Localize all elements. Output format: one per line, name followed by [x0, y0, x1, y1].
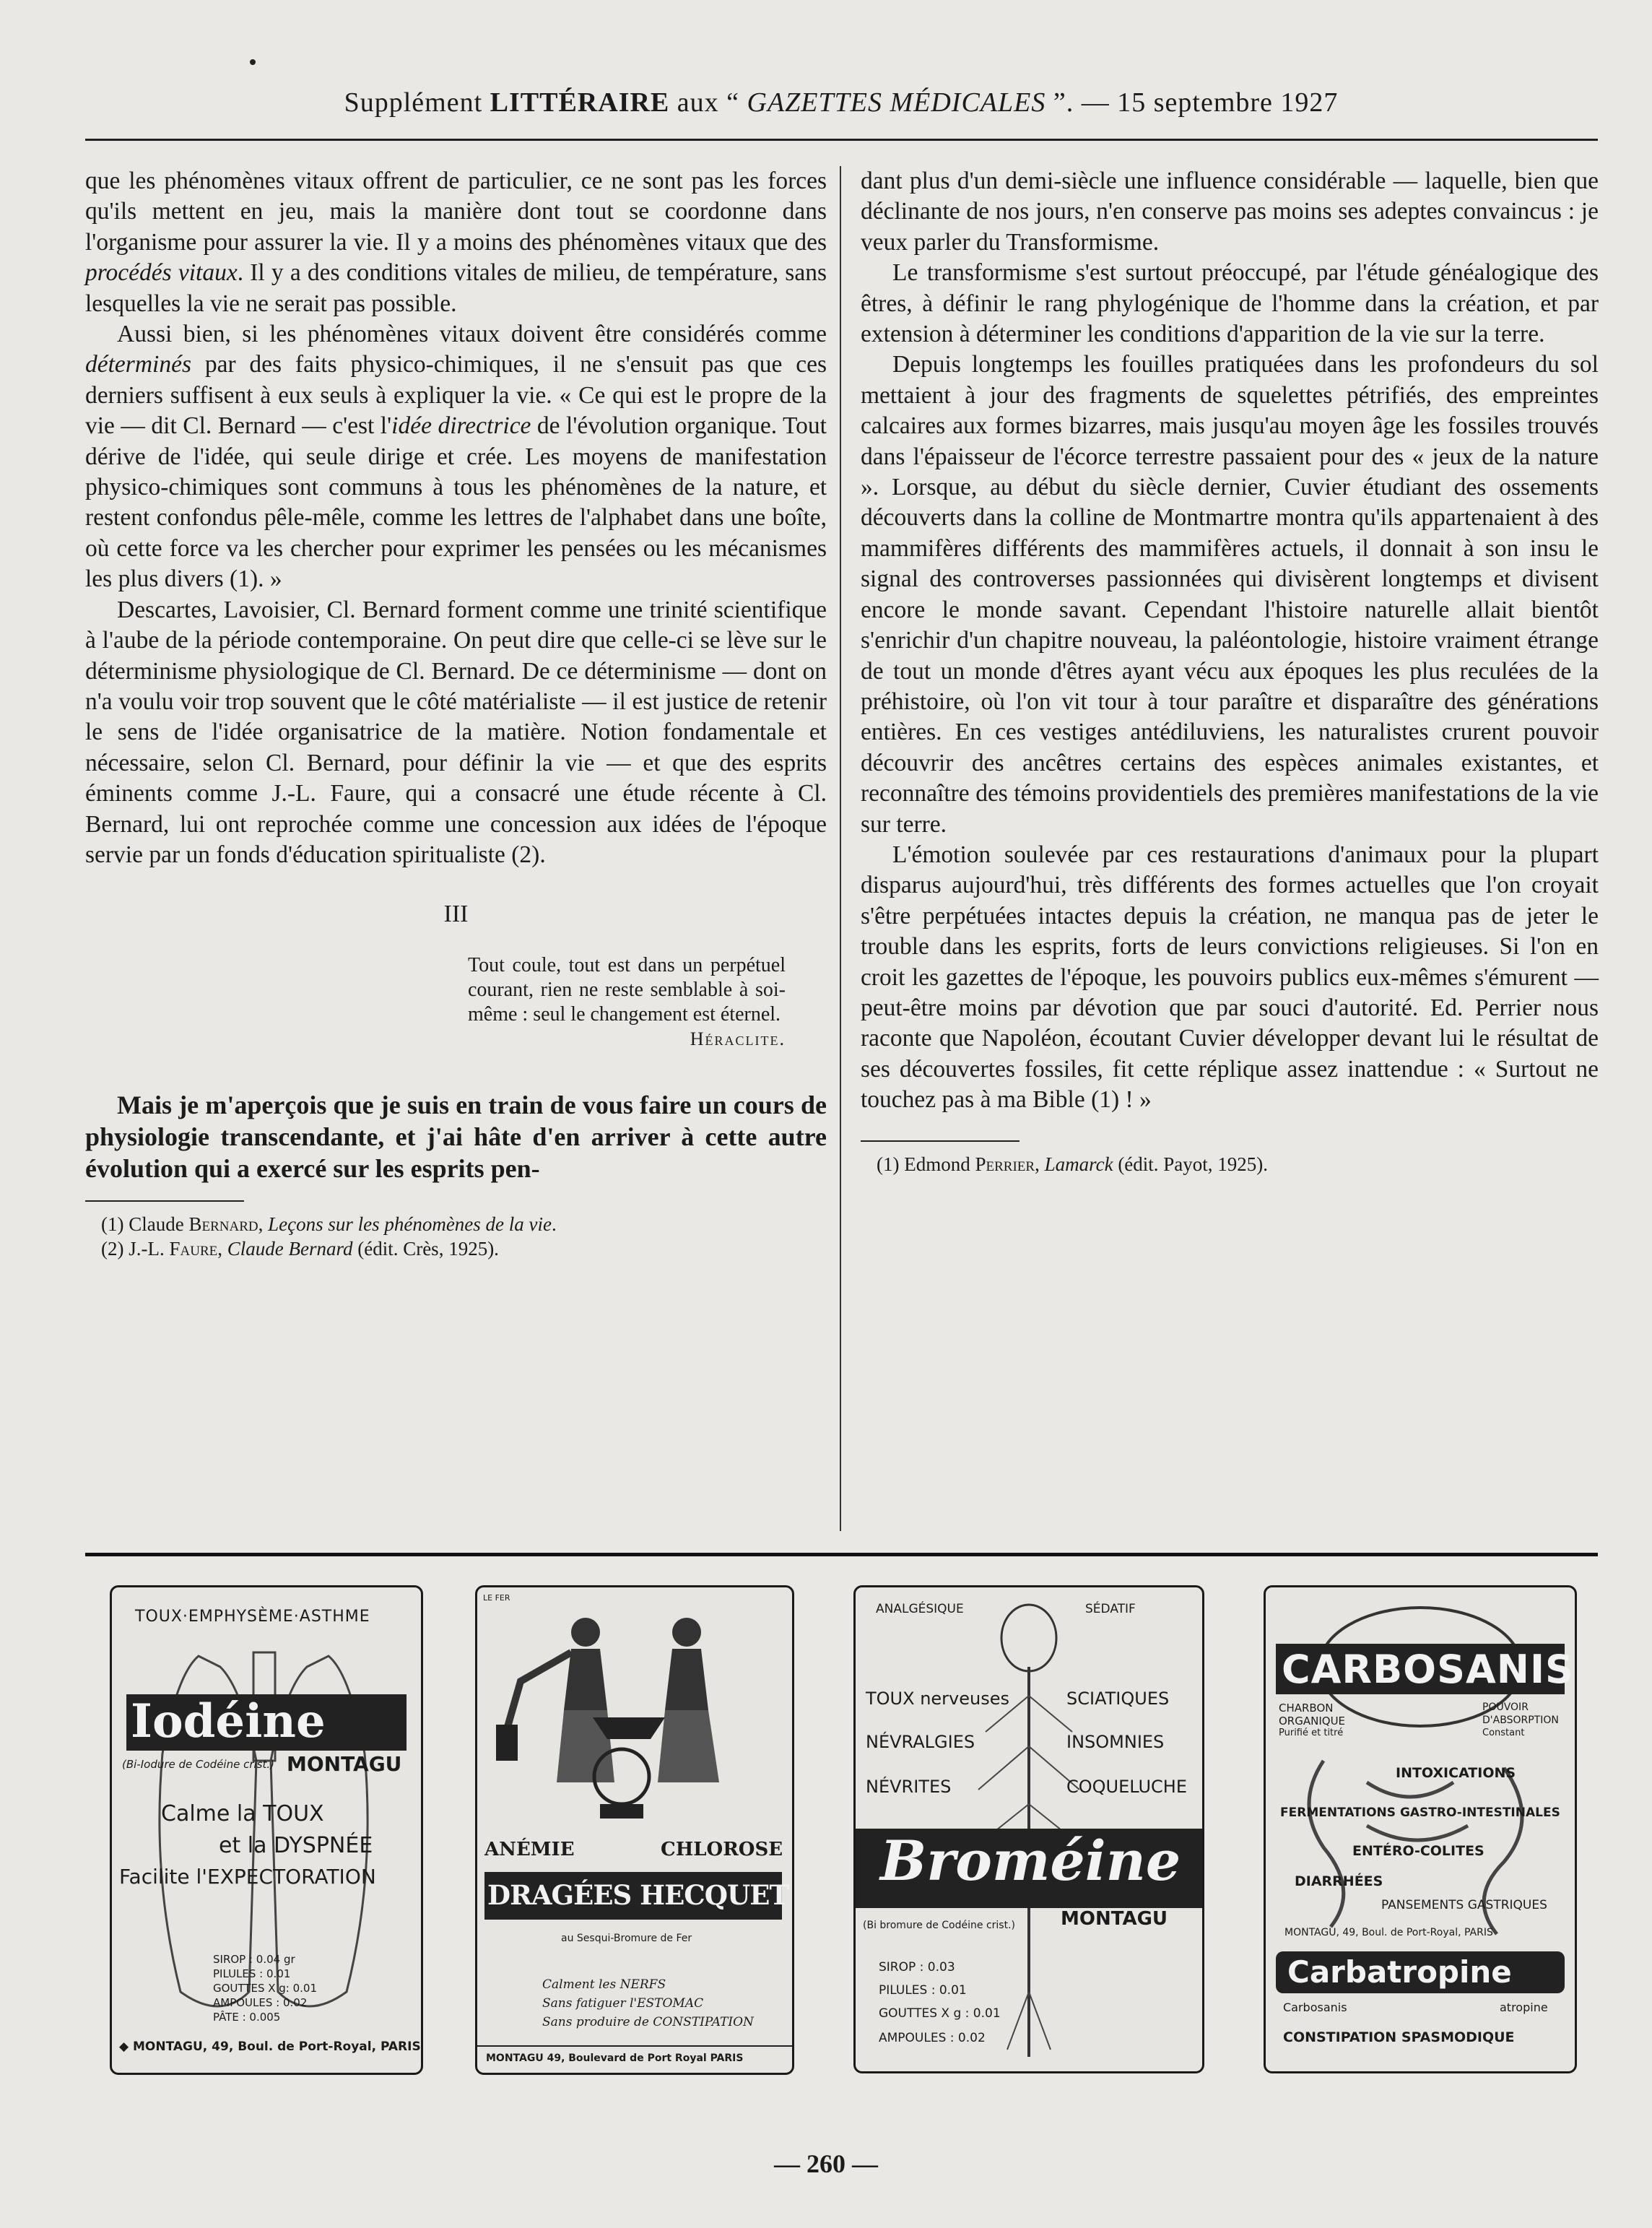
hecquet-claim-3: Sans produire de CONSTIPATION — [542, 2015, 754, 2029]
ad-carbosanis — [1264, 1585, 1577, 2073]
hecquet-address: MONTAGU 49, Boulevard de Port Royal PARIS — [486, 2053, 744, 2064]
bromeine-dose-3: GOUTTES X g : 0.01 — [879, 2006, 1001, 2021]
hecquet-anemie: ANÉMIE — [484, 1839, 575, 1860]
footnote-rule-right — [861, 1140, 1020, 1142]
bromeine-insomnies: INSOMNIES — [1066, 1732, 1165, 1752]
hecquet-chlorose: CHLOROSE — [661, 1839, 783, 1860]
carbosanis-pansements: PANSEMENTS GASTRIQUES — [1381, 1898, 1547, 1912]
hecquet-claim-2: Sans fatiguer l'ESTOMAC — [542, 1996, 704, 2011]
iodeine-dose-2: PILULES : 0.01 — [213, 1967, 291, 1980]
hecquet-formula: au Sesqui-Bromure de Fer — [561, 1933, 692, 1944]
header-date: ”. — 15 septembre 1927 — [1045, 87, 1339, 118]
iodeine-claim-1: Calme la TOUX — [161, 1801, 324, 1826]
iodeine-address: ◆ MONTAGU, 49, Boul. de Port-Royal, PARIS — [119, 2040, 421, 2054]
epigraph-text: Tout coule, tout est dans un perpétuel courant, rien ne reste semblable à soi-même : seul le changement est éternel. — [468, 953, 786, 1026]
bromeine-sedatif: SÉDATIF — [1085, 1602, 1136, 1616]
carbosanis-address: MONTAGU, 49, Boul. de Port-Royal, PARIS — [1284, 1927, 1493, 1938]
left-paragraph-3: Descartes, Lavoisier, Cl. Bernard forment comme une trinité scientifique à l'aube de la période contemporaine. On peut dire que celle-ci se lève sur le déterminisme physiologique de Cl. Bernard. De ce déterminisme — dont on n'a voulu voir trop souvent que le côté matérialiste — il est justice de retenir le sens de l'idée organisatrice de la matière. Notion fondamentale et nécessaire, selon Cl. Bernard, pour définir la vie — et que des esprits éminents comme J.-L. Faure, qui a consacré une étude récente à Cl. Bernard, lui ont reprochée comme une concession aux idées de l'époque servie par un fonds d'éducation spiritualiste (2). — [85, 596, 827, 868]
bromeine-brand: Broméine — [880, 1829, 1181, 1893]
iodeine-dose-4: AMPOULES : 0.02 — [213, 1996, 308, 2009]
carbosanis-absorption: D'ABSORPTION — [1482, 1715, 1559, 1726]
bromeine-dose-1: SIROP : 0.03 — [879, 1960, 955, 1975]
bromeine-nevralgies: NÉVRALGIES — [866, 1732, 975, 1752]
column-divider — [840, 166, 841, 1531]
carbosanis-enterocolites: ENTÉRO-COLITES — [1352, 1843, 1484, 1859]
footnote-rule — [85, 1200, 244, 1202]
bromeine-toux: TOUX nerveuses — [866, 1689, 1009, 1709]
header-pre: Supplément — [344, 87, 490, 118]
carbosanis-fermentations: FERMENTATIONS GASTRO-INTESTINALES — [1280, 1806, 1560, 1820]
ad-dragees-hecquet — [475, 1585, 794, 2075]
hecquet-rule — [477, 2045, 792, 2047]
carbosanis-diarrhees: DIARRHÉES — [1295, 1873, 1383, 1889]
iodeine-dose-1: SIROP : 0.04 gr — [213, 1953, 295, 1966]
bromeine-sciatiques: SCIATIQUES — [1066, 1689, 1170, 1709]
header-rule — [85, 139, 1598, 141]
hecquet-corner: LE FER — [483, 1593, 510, 1603]
iodeine-maker: MONTAGU — [287, 1752, 402, 1776]
carbatropine-sub-1: Carbosanis — [1283, 2001, 1347, 2014]
carbosanis-brand: CARBOSANIS — [1282, 1647, 1574, 1692]
right-paragraph-3: Depuis longtemps les fouilles pratiquées dans les profondeurs du sol mettaient à jour des fragments de squelettes pétrifiés, des empreintes calcaires aux formes bizarres, mais jusqu'au moyen âge les fossiles trouvés dans l'épaisseur de l'écorce terrestre passaient pour des « jeux de la nature ». Lorsque, au début du siècle dernier, Cuvier étudiant des ossements découverts dans la colline de Montmartre montra qu'ils appartenaient à des mammifères différents des mammifères actuels, il donnait à son insu le signal des controverses passionnées qui divisèrent longtemps et divisent encore le monde savant. Cependant l'histoire naturelle allait bientôt s'enrichir d'un chapitre nouveau, la paléontologie, histoire vraiment étrange de tout un monde d'êtres ayant vécu aux époques les plus reculées de la préhistoire, où l'on vit tour à tour paraître et disparaître des générations entières. En ces vestiges antédiluviens, les naturalistes crurent pouvoir découvrir des ancêtres certains des espèces animales existantes, et reconnaître des témoins providentiels des premières manifestations de la vie sur terre. — [861, 351, 1599, 838]
carbosanis-intoxications: INTOXICATIONS — [1396, 1765, 1516, 1781]
iodeine-indications: TOUX·EMPHYSÈME·ASTHME — [135, 1608, 370, 1626]
bromeine-dose-4: AMPOULES : 0.02 — [879, 2031, 986, 2045]
footnote-1: (1) Claude Bernard, Leçons sur les phénomènes de la vie. — [101, 1213, 557, 1235]
iodeine-dose-3: GOUTTES X g: 0.01 — [213, 1982, 318, 1995]
iodeine-claim-2: et la DYSPNÉE — [219, 1833, 373, 1858]
iodeine-dose-5: PÂTE : 0.005 — [213, 2011, 281, 2024]
epigraph-attribution: Héraclite. — [690, 1028, 786, 1049]
right-paragraph-2: Le transformisme s'est surtout préoccupé, par l'étude généalogique des êtres, à définir le rang phylogénique de l'homme dans la création, et par extension à déterminer les conditions d'apparition de la vie sur la terre. — [861, 259, 1599, 348]
left-paragraph-1: que les phénomènes vitaux offrent de particulier, ce ne sont pas les forces qu'ils mettent en jeu, mais la manière dont tout se coordonne dans l'organisme pour assurer la vie. Il y a moins des phénomènes vitaux que des procédés vitaux. Il y a des conditions vitales de milieu, de température, sans lesquelles la vie ne serait pas possible. — [85, 168, 827, 317]
carbosanis-pouvoir: POUVOIR — [1482, 1702, 1529, 1713]
footnote-right-1: (1) Edmond Perrier, Lamarck (édit. Payot, 1925). — [877, 1153, 1269, 1175]
ink-dot — [250, 59, 256, 65]
running-head — [87, 87, 1596, 118]
hecquet-claim-1: Calment les NERFS — [542, 1977, 666, 1992]
footnote-2: (2) J.-L. Faure, Claude Bernard (édit. Crès, 1925). — [101, 1237, 499, 1260]
carbatropine-sub-2: atropine — [1500, 2001, 1548, 2014]
section-number: III — [443, 901, 469, 928]
advertisement-rule — [85, 1553, 1598, 1556]
carbosanis-charbon: CHARBON — [1279, 1702, 1334, 1715]
right-paragraph-4: L'émotion soulevée par ces restaurations d'animaux pour la plupart disparus aujourd'hui, très différents des formes actuelles que l'on croyait s'être perpétuées intactes depuis la création, ne manqua pas de jeter le trouble dans les esprits, forts de leurs convictions religieuses. Si l'on en croit les gazettes de l'époque, les pouvoirs publics eux-mêmes s'émurent — peut-être moins par dévotion que par souci d'autorité. Ed. Perrier nous raconte que Napoléon, écoutant Cuvier développer devant lui le résultat de ses découvertes fossiles, fit cette réplique assez inattendue : « Surtout ne touchez pas à ma Bible (1) ! » — [861, 841, 1599, 1114]
right-paragraph-1: dant plus d'un demi-siècle une influence considérable — laquelle, bien que déclinante de nos jours, n'en conserve pas moins ses adeptes convaincus : je veux parler du Transformisme. — [861, 168, 1599, 256]
carbosanis-constant: Constant — [1482, 1728, 1525, 1738]
bromeine-formula: (Bi bromure de Codéine crist.) — [863, 1920, 1015, 1931]
left-column — [85, 166, 827, 1261]
bromeine-coqueluche: COQUELUCHE — [1066, 1777, 1187, 1797]
carbosanis-purifie: Purifié et titré — [1279, 1728, 1344, 1738]
ad-iodeine — [110, 1585, 423, 2075]
bromeine-analgesique: ANALGÉSIQUE — [876, 1602, 964, 1616]
carbatropine-indication: CONSTIPATION SPASMODIQUE — [1283, 2029, 1515, 2045]
left-paragraph-2: Aussi bien, si les phénomènes vitaux doivent être considérés comme déterminés par des faits physico-chimiques, il ne s'ensuit pas que ces derniers suffisent à eux seuls à expliquer la vie. « Ce qui est le propre de la vie — dit Cl. Bernard — c'est l'idée directrice de l'évolution organique. Tout dérive de l'idée, qui seule dirige et crée. Les moyens de manifestation physico-chimiques sont communs à tous les phénomènes de la nature, et restent confondus pêle-mêle, comme les lettres de l'alphabet dans une boîte, où cette force va les chercher pour exprimer les pensées ou les mécanismes les plus divers (1). » — [85, 321, 827, 593]
carbatropine-brand: Carbatropine — [1287, 1954, 1512, 1990]
right-column — [861, 166, 1599, 1176]
header-bold: LITTÉRAIRE — [490, 87, 670, 118]
header-journal: GAZETTES MÉDICALES — [747, 87, 1046, 118]
ad-bromeine — [853, 1585, 1204, 2073]
bromeine-nevrites: NÉVRITES — [866, 1777, 952, 1797]
epigraph — [468, 953, 786, 1052]
iodeine-brand: Iodéine — [131, 1694, 326, 1748]
page-number: — 260 — — [774, 2149, 878, 2178]
bromeine-maker: MONTAGU — [1061, 1908, 1168, 1930]
hecquet-brand: DRAGÉES HECQUET — [487, 1879, 788, 1911]
left-paragraph-4: Mais je m'aperçois que je suis en train de vous faire un cours de physiologie transcendante, et j'ai hâte d'en arriver à cette autre évolution qui a exercé sur les esprits pen- — [85, 1090, 827, 1183]
iodeine-claim-3: Facilite l'EXPECTORATION — [119, 1865, 376, 1889]
header-mid: aux “ — [669, 87, 747, 118]
carbosanis-organique: ORGANIQUE — [1279, 1715, 1346, 1728]
bromeine-dose-2: PILULES : 0.01 — [879, 1983, 967, 1998]
iodeine-formula: (Bi-Iodure de Codéine crist.) — [122, 1758, 275, 1771]
